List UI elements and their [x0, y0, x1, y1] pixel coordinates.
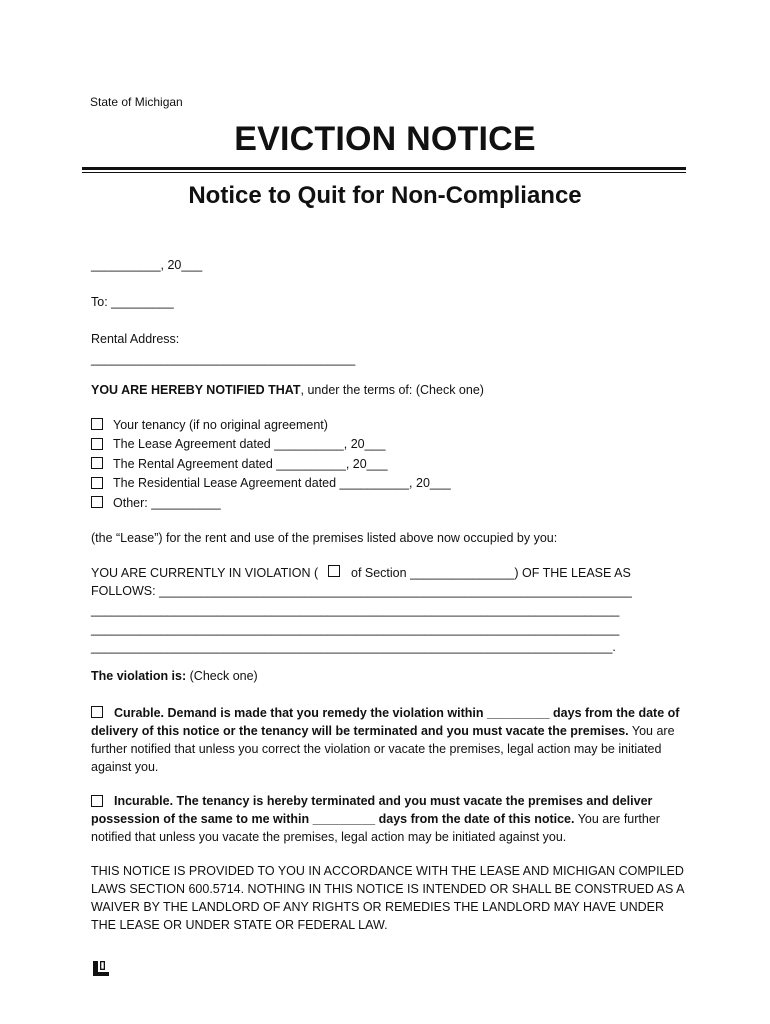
violation-line-5: ___________________________________________________________________________. [91, 640, 616, 654]
violation-section-checkbox[interactable] [328, 565, 340, 577]
title-rule-thin [82, 172, 686, 173]
rental-address-label: Rental Address: [91, 332, 180, 346]
document-title: EVICTION NOTICE [234, 120, 536, 158]
violation-line-3: ____________________________________________________________________________ [91, 603, 620, 617]
date-field: __________, 20___ [91, 258, 203, 272]
incurable-paragraph [91, 792, 681, 846]
curable-paragraph [91, 704, 681, 776]
option-label-lease-agreement: The Lease Agreement dated __________, 20___ [113, 437, 386, 451]
notified-lead-rest: , under the terms of: (Check one) [300, 383, 484, 397]
violation-is-heading [91, 669, 258, 683]
option-checkbox-rental-agreement[interactable] [91, 457, 103, 469]
curable-rest-text: You are further notified that unless you correct the violation or vacate the premises, legal action may be initiated against you. [91, 724, 675, 774]
legal-notice-paragraph: THIS NOTICE IS PROVIDED TO YOU IN ACCORDANCE WITH THE LEASE AND MICHIGAN COMPILED LAWS SECTION 600.5714. NOTHING IN THIS NOTICE IS INTENDED OR SHALL BE CONSTRUED AS A WAIVER BY THE LANDLORD OF ANY RIGHTS OR REMEDIES THE LANDLORD MAY HAVE UNDER THE LEASE OR UNDER STATE OR FEDERAL LAW. [91, 864, 684, 932]
option-label-residential-lease: The Residential Lease Agreement dated __________, 20___ [113, 476, 451, 490]
violation-line-4: ____________________________________________________________________________ [91, 622, 620, 636]
rental-address-line: ______________________________________ [91, 352, 356, 366]
curable-bold-text: Curable. Demand is made that you remedy the violation within _________ days from the date of delivery of this notice or the tenancy will be terminated and you must vacate the premises. [91, 706, 680, 738]
option-checkbox-tenancy[interactable] [91, 418, 103, 430]
notified-lead-bold: YOU ARE HEREBY NOTIFIED THAT [91, 383, 301, 397]
document-subtitle: Notice to Quit for Non-Compliance [188, 182, 582, 209]
violation-line-1a: YOU ARE CURRENTLY IN VIOLATION ( [91, 566, 319, 580]
incurable-rest-text: You are further notified that unless you vacate the premises, legal action may be initiated against you. [91, 812, 660, 844]
option-checkbox-residential-lease[interactable] [91, 477, 103, 489]
incurable-bold-text: Incurable. The tenancy is hereby terminated and you must vacate the premises and deliver possession of the same to me within _________ days from the date of this notice. [91, 794, 653, 826]
option-label-other: Other: __________ [113, 496, 221, 510]
option-label-rental-agreement: The Rental Agreement dated __________, 20___ [113, 457, 388, 471]
option-label-tenancy: Your tenancy (if no original agreement) [113, 418, 328, 432]
violation-line-1b: of Section _______________) OF THE LEASE AS [351, 566, 631, 580]
lease-definition-line: (the “Lease”) for the rent and use of the premises listed above now occupied by you: [91, 531, 558, 545]
violation-is-rest: (Check one) [186, 669, 258, 683]
title-rule-thick [82, 167, 686, 170]
violation-is-bold: The violation is: [91, 669, 187, 683]
to-field: To: _________ [91, 295, 174, 309]
notified-statement [91, 383, 484, 397]
violation-line-2: FOLLOWS: ____________________________________________________________________ [91, 584, 632, 598]
option-checkbox-other[interactable] [91, 496, 103, 508]
document-logo-icon [91, 958, 111, 978]
option-checkbox-lease-agreement[interactable] [91, 438, 103, 450]
state-label: State of Michigan [90, 95, 183, 109]
